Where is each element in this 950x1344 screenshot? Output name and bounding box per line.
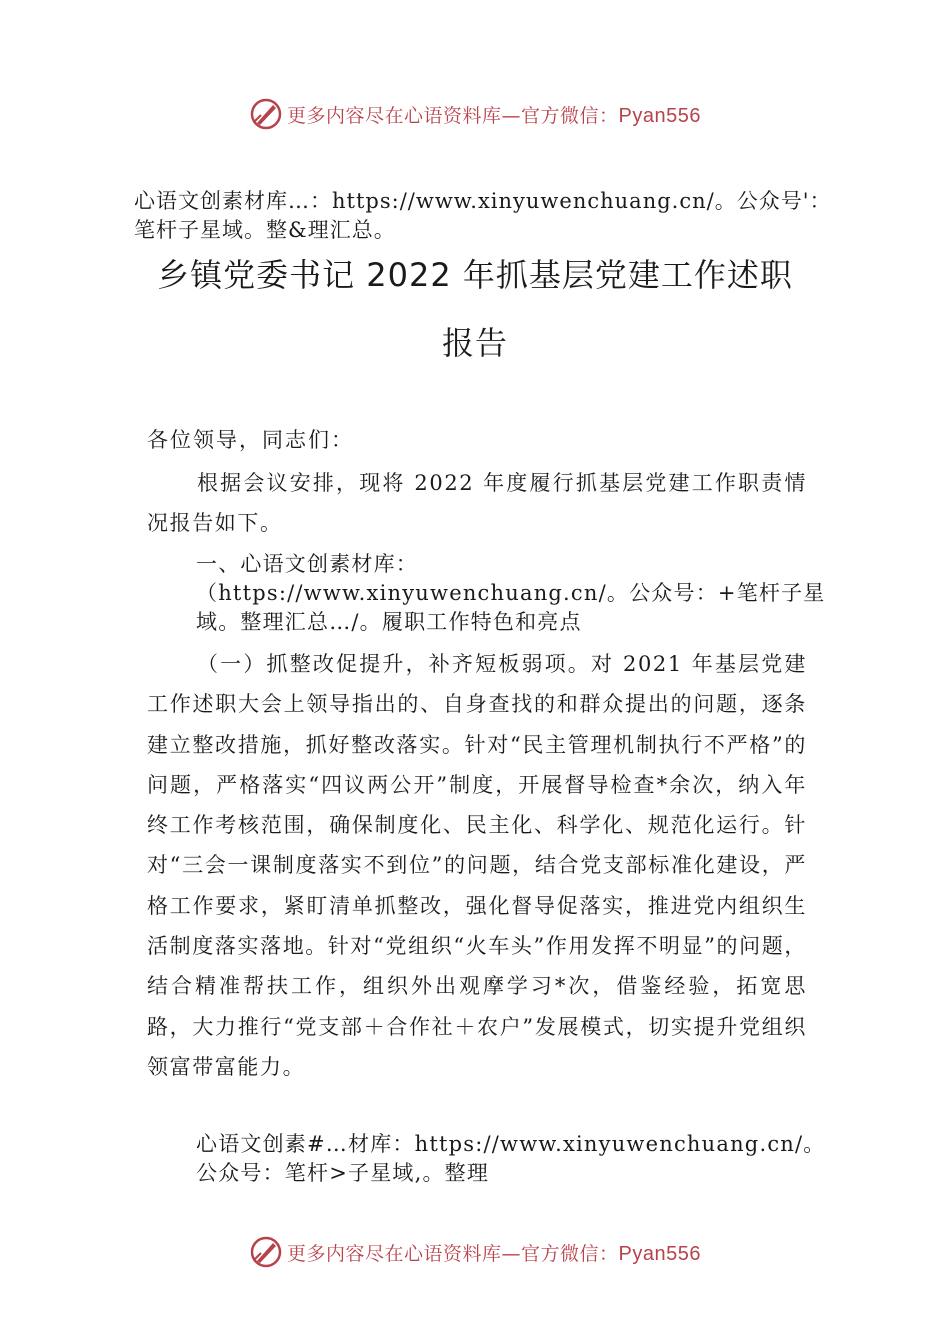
intro-paragraph: 根据会议安排，现将 2022 年度履行抓基层党建工作职责情况报告如下。: [147, 471, 807, 536]
document-title-line1: 乡镇党委书记 2022 年抓基层党建工作述职: [157, 256, 793, 294]
document-title-line2: 报告: [441, 324, 508, 362]
sub-section-one-paragraph: （一）抓整改促提升，补齐短板弱项。对 2021 年基层党建工作述职大会上领导指出的、自身查找的和群众提出的问题，逐条建立整改措施，抓好整改落实。针对“民主管理机制执行不严格”的问题，严格落实“四议两公开”制度，开展督导检查*余次，纳入年终工作考核范围，确保制度化、民主化、科学化、规范化运行。针对“三会一课制度落实不到位”的问题，结合党支部标准化建设，严格工作要求，紧盯清单抓整改，强化督导促落实，推进党内组织生活制度落实落地。针对“党组织“火车头”作用发挥不明显”的问题， 结合精准帮扶工作，组织外出观摩学习*次，借鉴经验，拓宽思路，大力推行“党支部＋合作社＋农户”发展模式，切实提升党组织领富带富能力。: [147, 652, 807, 1079]
trailing-source-note: 心语文创素#…材库：https://www.xinyuwenchuang.cn/。公众号：笔杆>子星域,。整理: [196, 1132, 826, 1185]
footer-banner: [0, 1232, 950, 1272]
section-one-heading: 一、心语文创素材库：（https://www.xinyuwenchuang.cn/。公众号：+笔杆子星域。整理汇总…/。履职工作特色和亮点: [196, 552, 826, 634]
quill-logo-icon: [249, 1235, 283, 1269]
source-note: 心语文创素材库…：https://www.xinyuwenchuang.cn/。公众号'：笔杆子星域。整&理汇总。: [134, 189, 832, 242]
header-banner: [0, 94, 950, 134]
salutation: 各位领导，同志们：: [147, 428, 354, 452]
quill-logo-icon: [249, 97, 283, 131]
banner-text: 更多内容尽在心语资料库—官方微信：Pyan556: [287, 104, 701, 127]
wechat-id: Pyan556: [618, 104, 701, 127]
banner-text: 更多内容尽在心语资料库—官方微信：Pyan556: [287, 1242, 701, 1265]
wechat-id: Pyan556: [618, 1242, 701, 1265]
